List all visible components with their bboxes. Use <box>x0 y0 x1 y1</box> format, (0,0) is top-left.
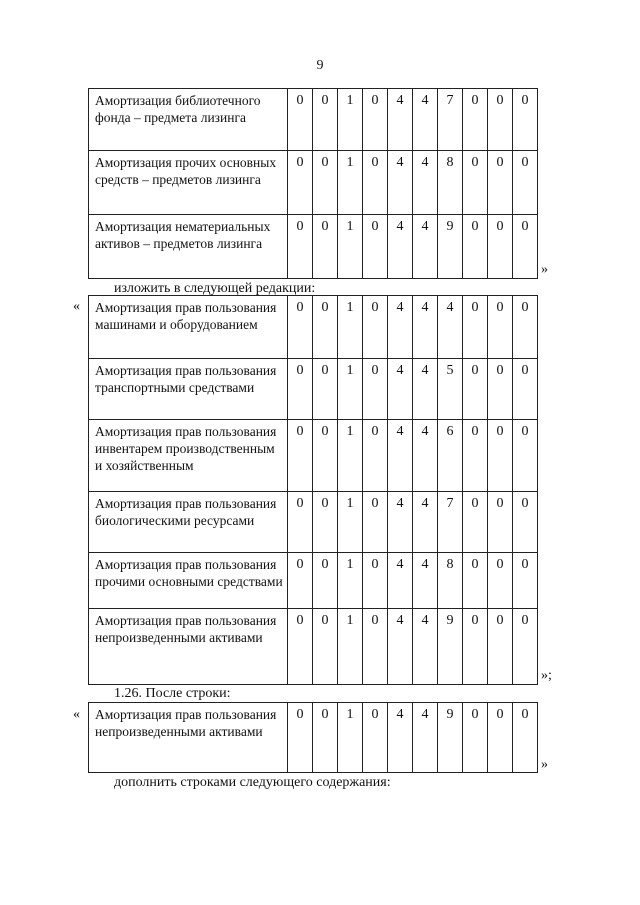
row-description: Амортизация прав пользования машинами и оборудованием <box>89 296 288 359</box>
code-digit: 4 <box>388 609 413 685</box>
code-digit: 0 <box>288 296 313 359</box>
code-digit: 0 <box>488 89 513 151</box>
row-description: Амортизация нематериальных активов – предметов лизинга <box>89 215 288 279</box>
code-digit: 0 <box>513 609 538 685</box>
table-row <box>89 420 538 492</box>
code-digit: 8 <box>438 151 463 215</box>
row-description: Амортизация прав пользования прочими основными средствами <box>89 553 288 609</box>
code-digit: 0 <box>288 609 313 685</box>
code-digit: 7 <box>438 492 463 553</box>
code-digit: 0 <box>463 420 488 492</box>
table-row <box>89 359 538 420</box>
code-digit: 1 <box>338 609 363 685</box>
code-digit: 1 <box>338 215 363 279</box>
code-digit: 0 <box>488 553 513 609</box>
code-digit: 4 <box>388 553 413 609</box>
table-row <box>89 296 538 359</box>
code-digit: 0 <box>463 296 488 359</box>
code-digit: 0 <box>363 609 388 685</box>
code-digit: 0 <box>313 492 338 553</box>
closing-quote: » <box>541 757 548 772</box>
code-table-2 <box>88 295 538 685</box>
code-digit: 1 <box>338 151 363 215</box>
code-digit: 4 <box>413 609 438 685</box>
code-digit: 0 <box>488 492 513 553</box>
code-digit: 1 <box>338 703 363 773</box>
code-digit: 0 <box>288 215 313 279</box>
code-table-1 <box>88 88 538 279</box>
code-digit: 0 <box>488 359 513 420</box>
code-digit: 0 <box>513 296 538 359</box>
code-digit: 4 <box>413 703 438 773</box>
opening-quote: « <box>73 299 80 314</box>
code-digit: 4 <box>388 492 413 553</box>
code-digit: 4 <box>388 703 413 773</box>
table-row <box>89 703 538 773</box>
code-digit: 0 <box>363 359 388 420</box>
code-digit: 4 <box>413 296 438 359</box>
code-digit: 4 <box>388 215 413 279</box>
code-digit: 0 <box>513 553 538 609</box>
code-digit: 4 <box>388 296 413 359</box>
instruction-text: изложить в следующей редакции: <box>114 281 316 296</box>
row-description: Амортизация прав пользования непроизведенными активами <box>89 609 288 685</box>
code-digit: 0 <box>513 492 538 553</box>
row-description: Амортизация прав пользования инвентарем производственным и хозяйственным <box>89 420 288 492</box>
code-digit: 0 <box>488 609 513 685</box>
code-digit: 0 <box>488 703 513 773</box>
code-digit: 0 <box>313 359 338 420</box>
code-digit: 4 <box>388 89 413 151</box>
code-digit: 4 <box>388 151 413 215</box>
table-row <box>89 215 538 279</box>
code-digit: 7 <box>438 89 463 151</box>
code-digit: 4 <box>413 215 438 279</box>
code-digit: 0 <box>363 420 388 492</box>
code-digit: 0 <box>313 553 338 609</box>
code-digit: 1 <box>338 553 363 609</box>
code-digit: 0 <box>463 151 488 215</box>
code-digit: 0 <box>363 215 388 279</box>
code-digit: 0 <box>363 703 388 773</box>
code-digit: 0 <box>463 359 488 420</box>
code-table-3 <box>88 702 538 773</box>
code-digit: 0 <box>513 215 538 279</box>
code-digit: 0 <box>288 89 313 151</box>
code-digit: 0 <box>313 420 338 492</box>
code-digit: 0 <box>313 609 338 685</box>
code-digit: 0 <box>363 151 388 215</box>
code-digit: 0 <box>313 89 338 151</box>
code-digit: 0 <box>313 296 338 359</box>
code-digit: 1 <box>338 359 363 420</box>
code-digit: 1 <box>338 89 363 151</box>
table-row <box>89 609 538 685</box>
code-digit: 0 <box>488 215 513 279</box>
code-digit: 0 <box>513 703 538 773</box>
code-digit: 0 <box>313 215 338 279</box>
opening-quote: « <box>73 707 80 722</box>
code-digit: 9 <box>438 703 463 773</box>
table-row <box>89 492 538 553</box>
code-digit: 0 <box>363 553 388 609</box>
code-digit: 0 <box>288 703 313 773</box>
closing-quote: » <box>541 262 548 277</box>
code-digit: 0 <box>513 420 538 492</box>
code-digit: 9 <box>438 609 463 685</box>
table-row <box>89 151 538 215</box>
code-digit: 0 <box>463 703 488 773</box>
code-digit: 4 <box>388 420 413 492</box>
code-digit: 0 <box>463 89 488 151</box>
code-digit: 0 <box>488 151 513 215</box>
code-digit: 4 <box>413 492 438 553</box>
closing-quote: »; <box>541 668 552 683</box>
code-digit: 0 <box>363 296 388 359</box>
code-digit: 4 <box>413 359 438 420</box>
code-digit: 4 <box>413 420 438 492</box>
instruction-text: дополнить строками следующего содержания: <box>114 775 391 790</box>
code-digit: 0 <box>288 492 313 553</box>
code-digit: 0 <box>463 609 488 685</box>
row-description: Амортизация прав пользования транспортными средствами <box>89 359 288 420</box>
code-digit: 8 <box>438 553 463 609</box>
row-description: Амортизация прочих основных средств – предметов лизинга <box>89 151 288 215</box>
section-text: 1.26. После строки: <box>114 686 231 701</box>
code-digit: 0 <box>488 296 513 359</box>
page-number: 9 <box>316 58 324 73</box>
code-digit: 4 <box>438 296 463 359</box>
code-digit: 0 <box>463 215 488 279</box>
code-digit: 9 <box>438 215 463 279</box>
code-digit: 0 <box>513 89 538 151</box>
code-digit: 0 <box>313 151 338 215</box>
code-digit: 0 <box>288 420 313 492</box>
code-digit: 4 <box>413 553 438 609</box>
code-digit: 0 <box>463 553 488 609</box>
code-digit: 1 <box>338 296 363 359</box>
code-digit: 0 <box>488 420 513 492</box>
code-digit: 0 <box>288 553 313 609</box>
code-digit: 4 <box>413 151 438 215</box>
code-digit: 0 <box>513 359 538 420</box>
code-digit: 0 <box>363 89 388 151</box>
code-digit: 0 <box>288 151 313 215</box>
table-row <box>89 553 538 609</box>
code-digit: 0 <box>463 492 488 553</box>
code-digit: 6 <box>438 420 463 492</box>
code-digit: 0 <box>288 359 313 420</box>
code-digit: 5 <box>438 359 463 420</box>
code-digit: 4 <box>413 89 438 151</box>
code-digit: 1 <box>338 420 363 492</box>
code-digit: 0 <box>513 151 538 215</box>
table-row <box>89 89 538 151</box>
code-digit: 1 <box>338 492 363 553</box>
row-description: Амортизация библиотечного фонда – предмета лизинга <box>89 89 288 151</box>
code-digit: 0 <box>313 703 338 773</box>
row-description: Амортизация прав пользования непроизведенными активами <box>89 703 288 773</box>
code-digit: 4 <box>388 359 413 420</box>
code-digit: 0 <box>363 492 388 553</box>
row-description: Амортизация прав пользования биологическими ресурсами <box>89 492 288 553</box>
